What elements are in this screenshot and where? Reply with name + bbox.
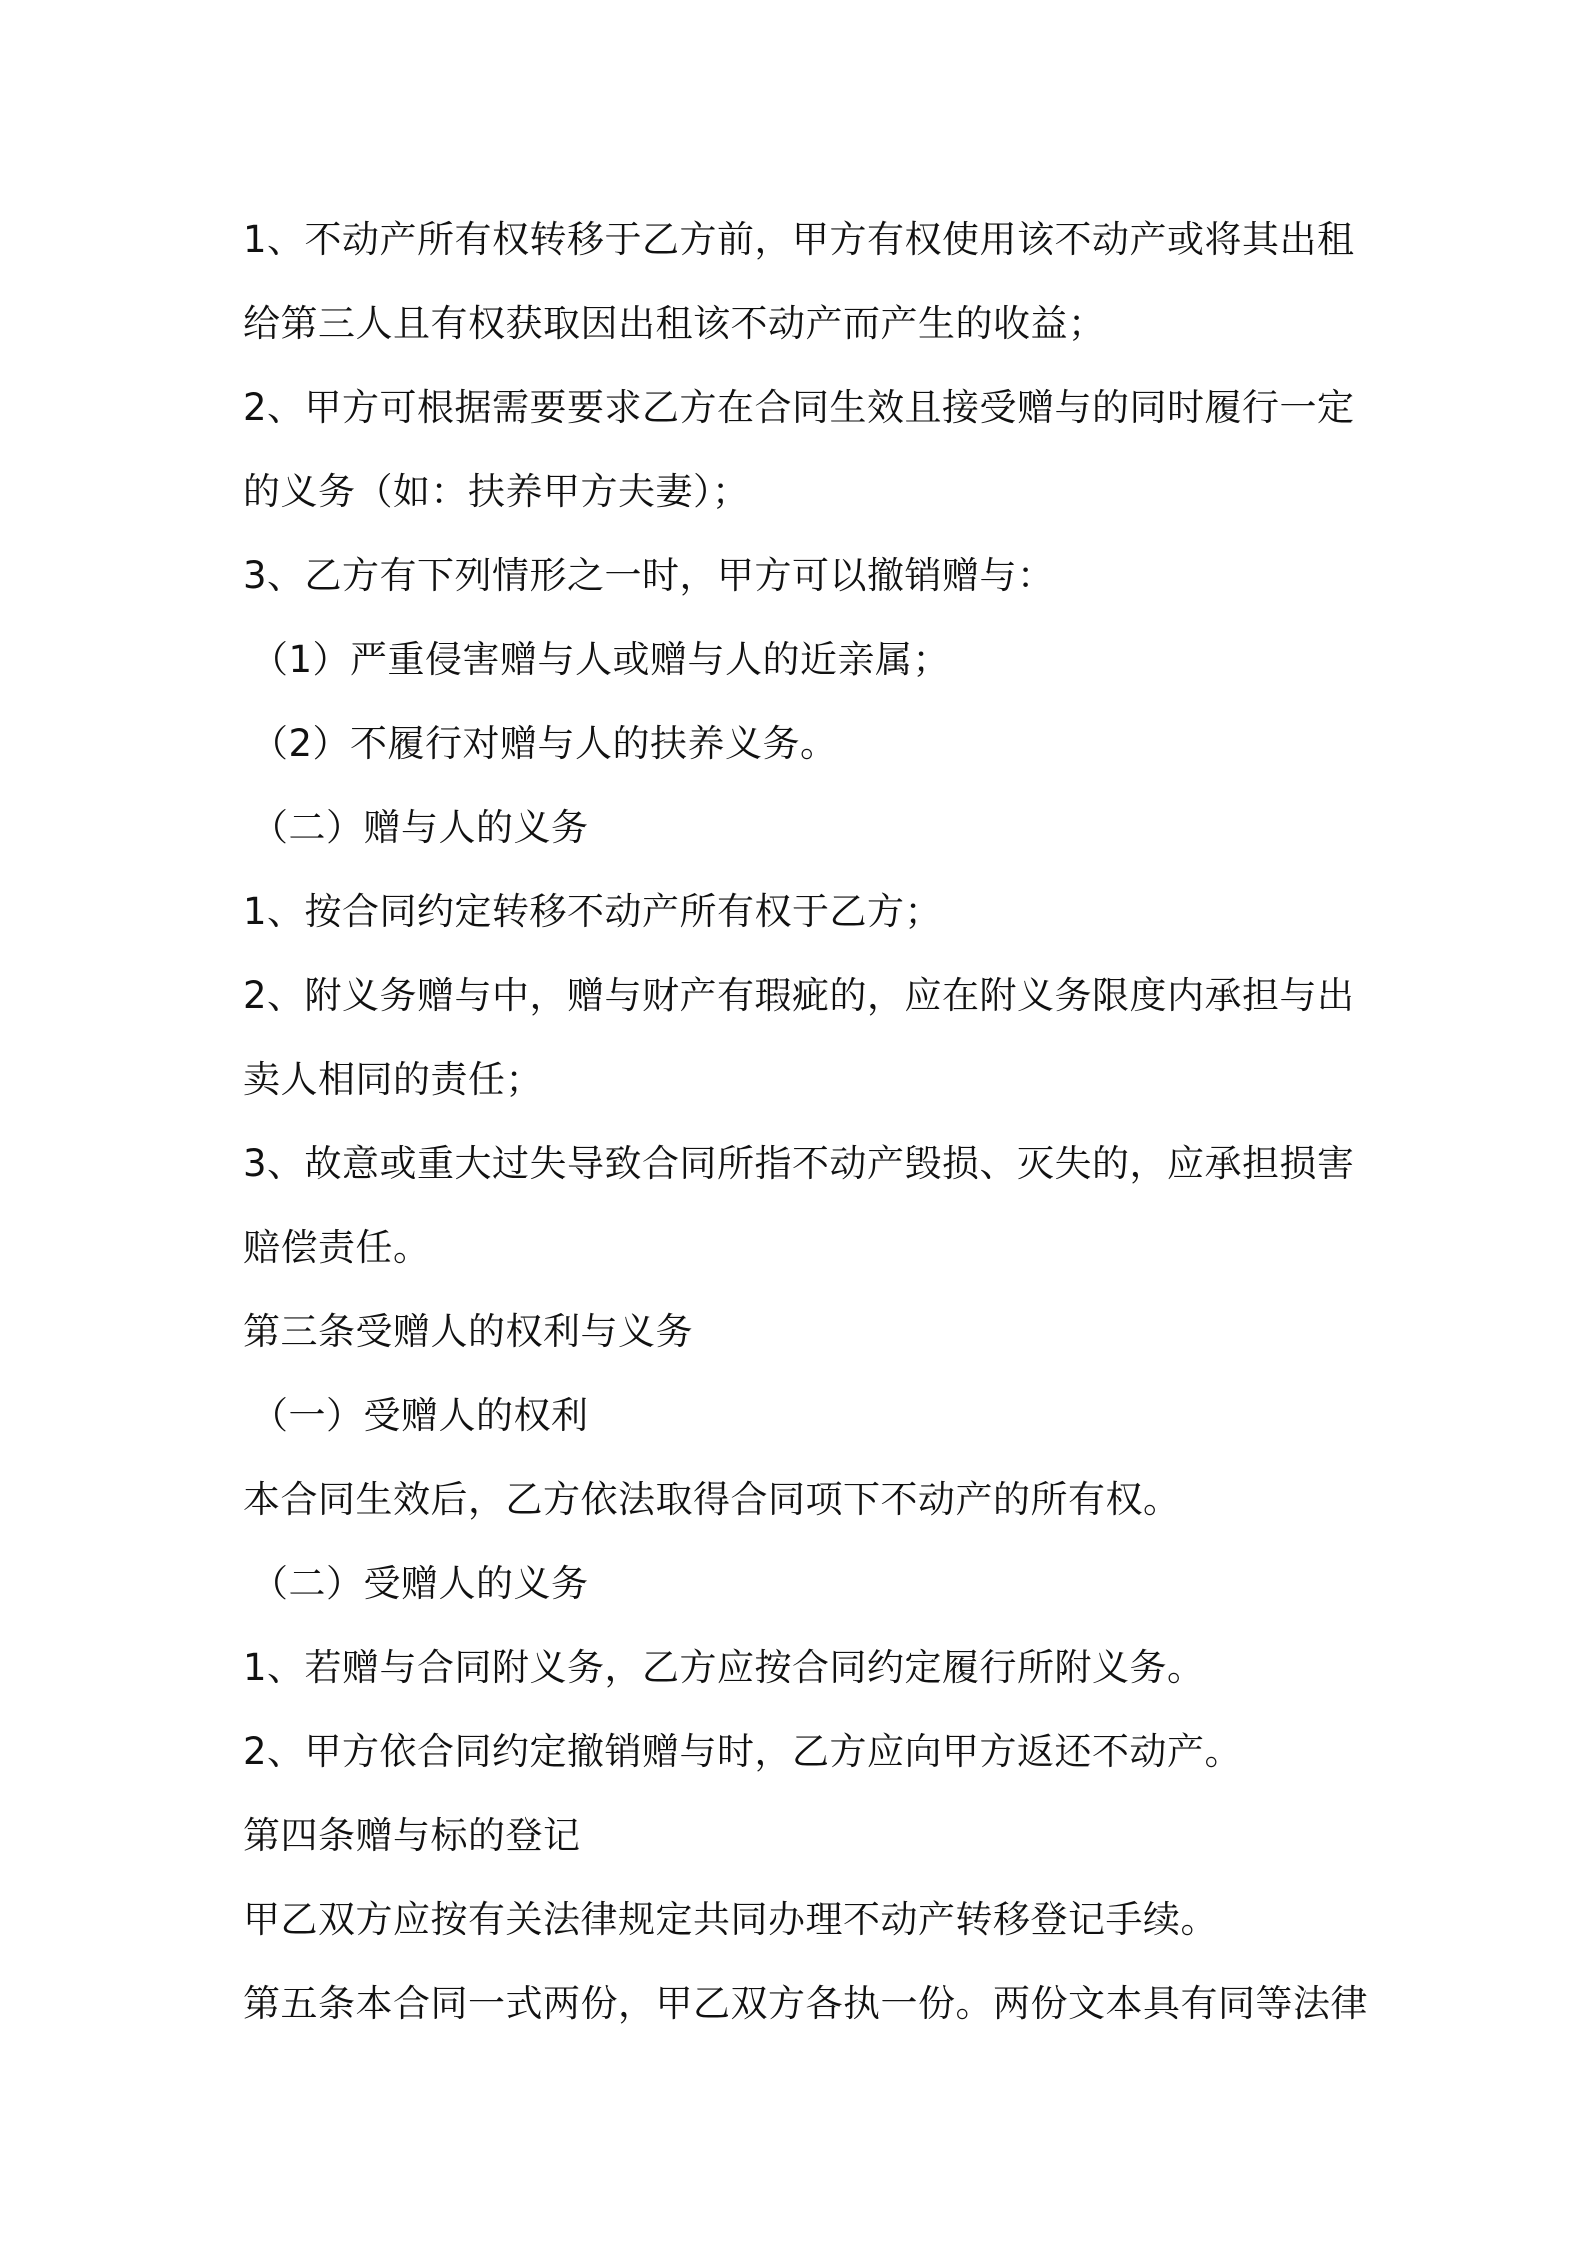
paragraph-line: 卖人相同的责任； — [243, 1058, 543, 1101]
paragraph-line: 1、不动产所有权转移于乙方前，甲方有权使用该不动产或将其出租 — [243, 218, 1355, 261]
paragraph-line: 1、若赠与合同附义务，乙方应按合同约定履行所附义务。 — [243, 1646, 1205, 1689]
paragraph-line: 2、甲方依合同约定撤销赠与时，乙方应向甲方返还不动产。 — [243, 1730, 1243, 1773]
subsection-heading: （一）受赠人的权利 — [251, 1394, 589, 1437]
article-heading: 第四条赠与标的登记 — [243, 1814, 581, 1857]
list-item-line: （1）严重侵害赠与人或赠与人的近亲属； — [251, 638, 951, 681]
paragraph-line: 本合同生效后，乙方依法取得合同项下不动产的所有权。 — [243, 1478, 1181, 1521]
paragraph-line: 1、按合同约定转移不动产所有权于乙方； — [243, 890, 943, 933]
paragraph-line: 给第三人且有权获取因出租该不动产而产生的收益； — [243, 302, 1106, 345]
paragraph-line: 2、甲方可根据需要要求乙方在合同生效且接受赠与的同时履行一定 — [243, 386, 1355, 429]
list-item-line: （2）不履行对赠与人的扶养义务。 — [251, 722, 838, 765]
paragraph-line: 第五条本合同一式两份，甲乙双方各执一份。两份文本具有同等法律 — [243, 1982, 1368, 2025]
subsection-heading: （二）赠与人的义务 — [251, 806, 589, 849]
paragraph-line: 的义务（如：扶养甲方夫妻）； — [243, 470, 750, 513]
document-body — [243, 198, 1368, 2046]
article-heading: 第三条受赠人的权利与义务 — [243, 1310, 693, 1353]
paragraph-line: 3、故意或重大过失导致合同所指不动产毁损、灭失的，应承担损害 — [243, 1142, 1355, 1185]
paragraph-line: 甲乙双方应按有关法律规定共同办理不动产转移登记手续。 — [243, 1898, 1218, 1941]
paragraph-line: 赔偿责任。 — [243, 1226, 431, 1269]
subsection-heading: （二）受赠人的义务 — [251, 1562, 589, 1605]
paragraph-line: 2、附义务赠与中，赠与财产有瑕疵的，应在附义务限度内承担与出 — [243, 974, 1355, 1017]
paragraph-line: 3、乙方有下列情形之一时，甲方可以撤销赠与： — [243, 554, 1055, 597]
